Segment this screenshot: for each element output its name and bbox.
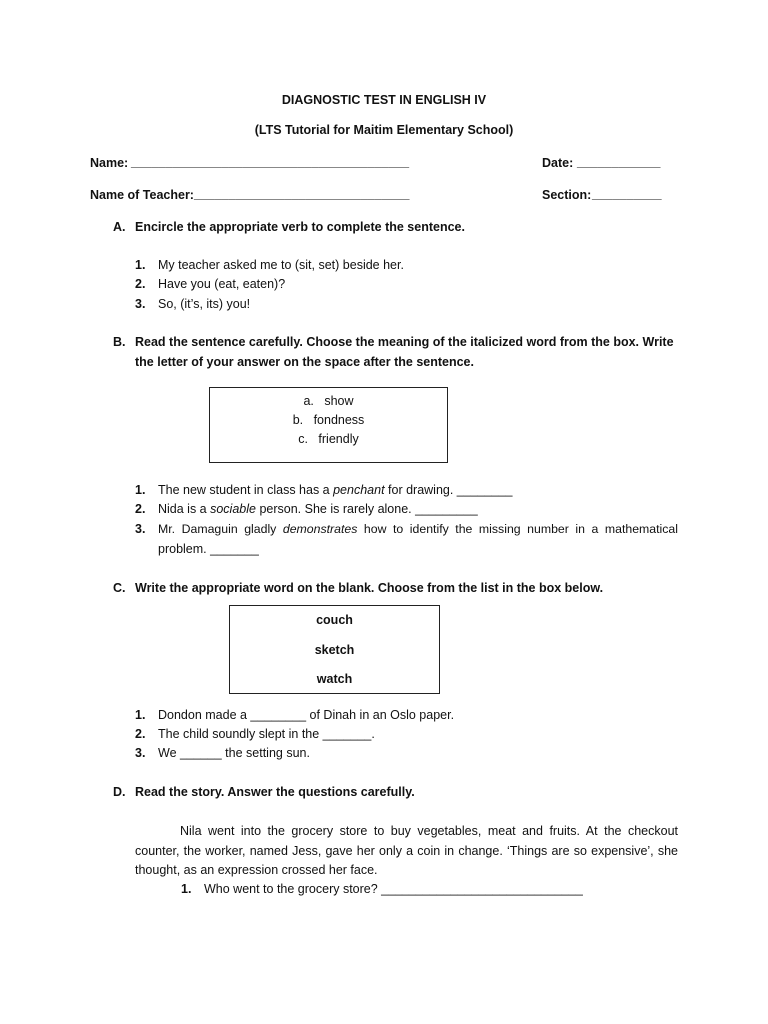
section-c-instruction: Write the appropriate word on the blank. Choose from the list in the box below. bbox=[135, 581, 604, 595]
list-item-number: 1. bbox=[135, 483, 146, 497]
list-item-number: 3. bbox=[135, 522, 146, 536]
italic-word: demonstrates bbox=[282, 522, 358, 536]
story-paragraph: Nila went into the grocery store to buy vegetables, meat and fruits. At the checkout counter, the worker, named Jess, gave her only a coin in change. ‘Things are so expensive’, she thought, as an expression crossed her face. bbox=[135, 824, 678, 877]
list-item: Dondon made a ________ of Dinah in an Oslo paper. bbox=[158, 708, 455, 722]
section-b-instruction-line1: Read the sentence carefully. Choose the meaning of the italicized word from the box. Write bbox=[135, 335, 674, 349]
list-item-number: 3. bbox=[135, 297, 146, 311]
box-option-b: b. fondness bbox=[292, 413, 365, 427]
list-item: We ______ the setting sun. bbox=[158, 746, 310, 760]
list-item-number: 2. bbox=[135, 727, 146, 741]
list-item-number: 2. bbox=[135, 502, 146, 516]
list-item-number: 2. bbox=[135, 277, 146, 291]
list-item-number: 1. bbox=[135, 708, 146, 722]
section-d-instruction: Read the story. Answer the questions carefully. bbox=[135, 785, 415, 799]
teacher-field[interactable]: _______________________________ bbox=[194, 187, 410, 201]
teacher-label: Name of Teacher: bbox=[90, 188, 194, 202]
section-c-letter: C. bbox=[113, 581, 126, 595]
list-item: My teacher asked me to (sit, set) beside her. bbox=[158, 258, 404, 272]
section-b-letter: B. bbox=[113, 335, 126, 349]
question-number: 1. bbox=[181, 882, 192, 896]
date-label: Date: bbox=[542, 156, 574, 170]
list-item: Have you (eat, eaten)? bbox=[158, 277, 286, 291]
section-d-letter: D. bbox=[113, 785, 126, 799]
list-item: Mr. Damaguin gladly demonstrates how to identify the missing number in a mathematical bbox=[158, 522, 678, 536]
date-field[interactable]: ____________ bbox=[577, 155, 661, 169]
name-label: Name: bbox=[90, 156, 129, 170]
section-a-instruction: Encircle the appropriate verb to complete the sentence. bbox=[135, 220, 465, 234]
section-a-letter: A. bbox=[113, 220, 126, 234]
box-word: watch bbox=[316, 672, 353, 686]
list-item-number: 1. bbox=[135, 258, 146, 272]
page-title: DIAGNOSTIC TEST IN ENGLISH IV bbox=[281, 93, 487, 107]
list-item: The child soundly slept in the _______. bbox=[158, 727, 375, 741]
box-word: couch bbox=[316, 613, 353, 627]
word-box bbox=[229, 605, 440, 694]
list-item: The new student in class has a penchant for drawing. ________ bbox=[158, 483, 513, 497]
question-item: Who went to the grocery store? _____________________________ bbox=[204, 882, 583, 896]
box-option-c: c. friendly bbox=[298, 432, 359, 446]
box-word: sketch bbox=[314, 643, 355, 657]
italic-word: sociable bbox=[210, 502, 256, 516]
section-label: Section: bbox=[542, 188, 592, 202]
italic-word: penchant bbox=[333, 483, 385, 497]
list-item-continuation: problem. _______ bbox=[158, 542, 259, 556]
list-item: So, (it’s, its) you! bbox=[158, 297, 251, 311]
box-option-a: a. show bbox=[303, 394, 354, 408]
page-subtitle: (LTS Tutorial for Maitim Elementary School) bbox=[254, 123, 514, 137]
section-b-instruction-line2: the letter of your answer on the space after the sentence. bbox=[135, 355, 474, 369]
list-item: Nida is a sociable person. She is rarely alone. _________ bbox=[158, 502, 478, 516]
section-field[interactable]: __________ bbox=[592, 187, 662, 201]
meanings-box bbox=[209, 387, 448, 463]
name-field[interactable]: ________________________________________ bbox=[131, 155, 410, 169]
list-item-number: 3. bbox=[135, 746, 146, 760]
